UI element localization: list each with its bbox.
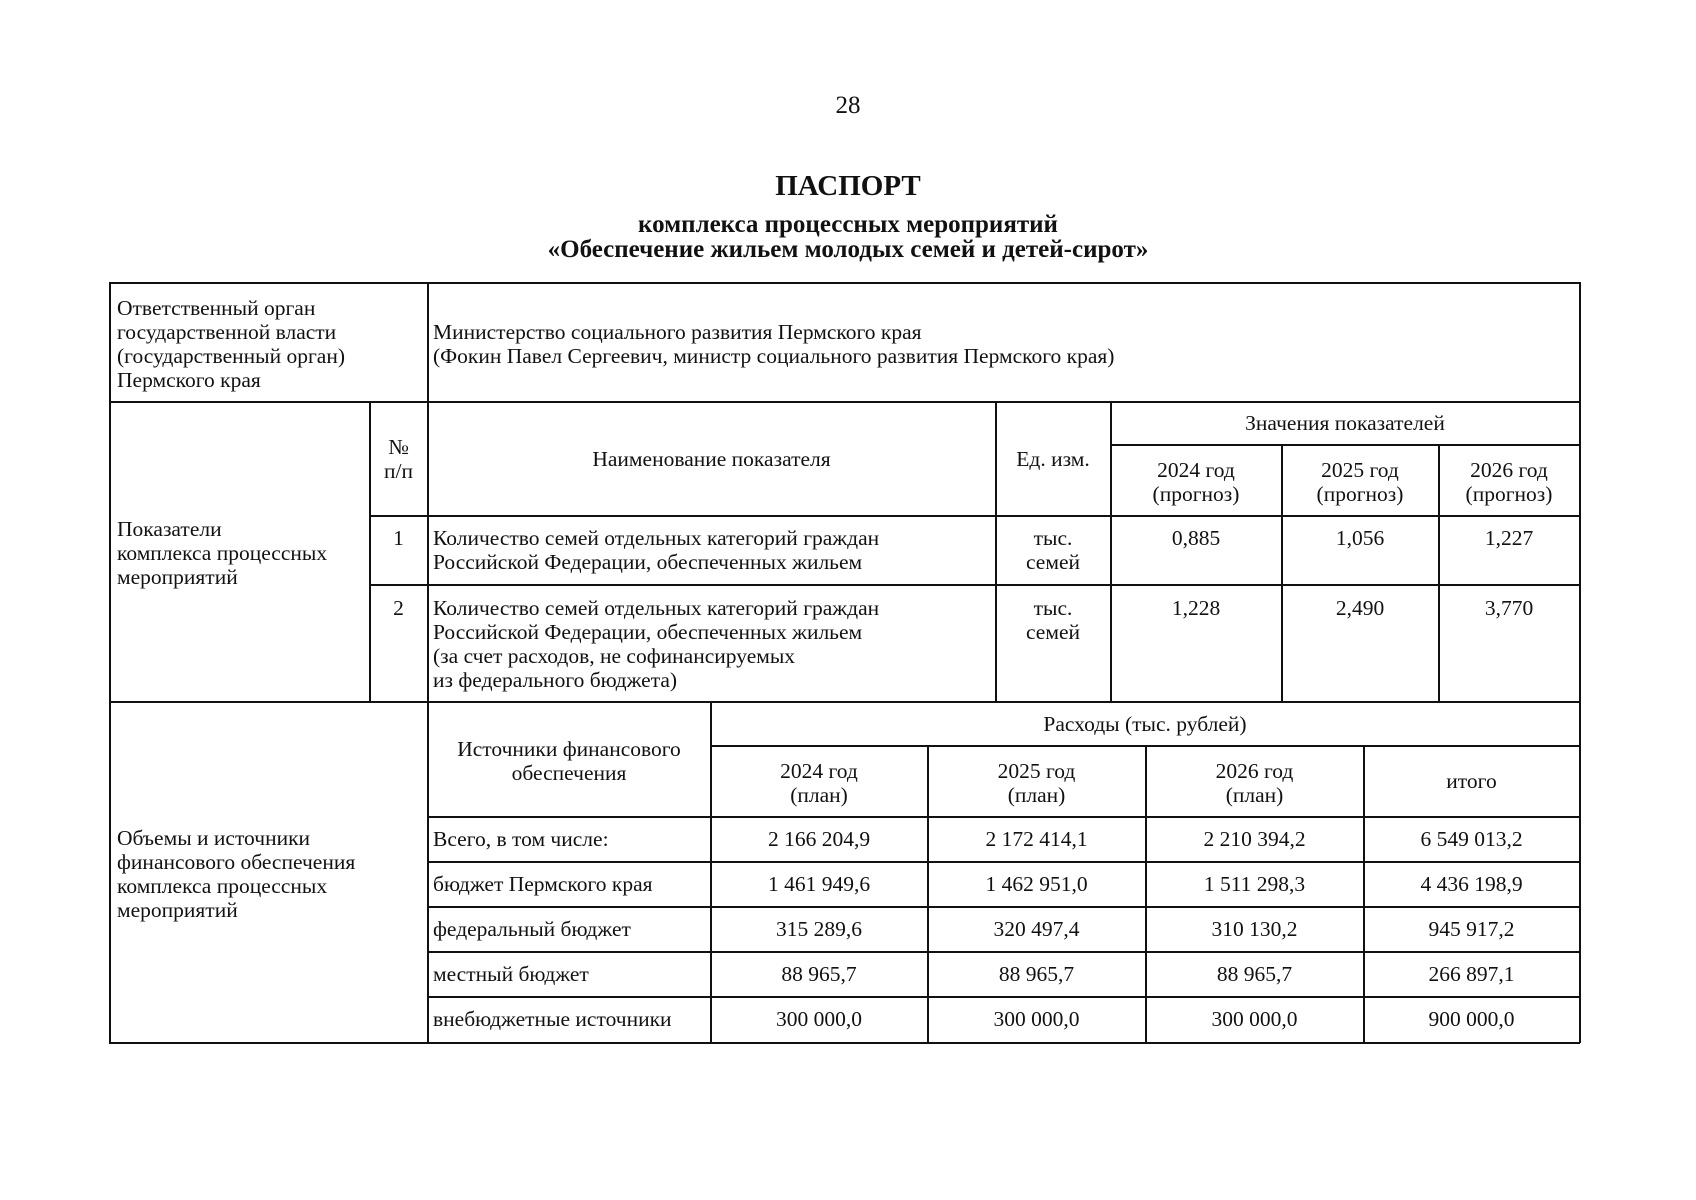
column-header-values-group: Значения показателей: [1245, 411, 1445, 435]
financing-value: 300 000,0: [776, 1007, 862, 1031]
indicator-value: 1,227: [1484, 526, 1534, 550]
indicator-value: 1,228: [1171, 596, 1221, 620]
table-border: [109, 1042, 1580, 1044]
column-header-indicator-name: Наименование показателя: [592, 447, 831, 471]
financing-value: 6 549 013,2: [1420, 827, 1523, 851]
column-header-unit: Ед. изм.: [1016, 447, 1090, 471]
financing-value: 900 000,0: [1428, 1007, 1515, 1031]
column-header-total: итого: [1446, 769, 1497, 793]
table-border: [369, 515, 1580, 517]
table-border: [1110, 401, 1112, 701]
financing-value: 1 461 949,6: [767, 872, 871, 896]
financing-value: 1 511 298,3: [1203, 872, 1306, 896]
table-border: [109, 282, 111, 1043]
column-header-year: 2026 год (прогноз): [1465, 458, 1553, 506]
financing-source: федеральный бюджет: [433, 917, 631, 941]
responsible-value: Министерство социального развития Пермского края (Фокин Павел Сергеевич, министр социального развития Пермского края): [433, 320, 1115, 368]
financing-label: Объемы и источники финансового обеспечения комплекса процессных мероприятий: [117, 826, 356, 922]
column-header-year: 2024 год (план): [780, 759, 858, 807]
table-border: [1579, 282, 1581, 1043]
indicator-row-name: Количество семей отдельных категорий граждан Российской Федерации, обеспеченных жильем (за счет расходов, не софинансируемых из федерального бюджета): [433, 596, 880, 692]
table-border: [427, 951, 1580, 953]
financing-value: 2 210 394,2: [1203, 827, 1306, 851]
financing-value: 310 130,2: [1211, 917, 1298, 941]
indicator-row-name: Количество семей отдельных категорий граждан Российской Федерации, обеспеченных жильем: [433, 526, 880, 574]
table-border: [1110, 444, 1580, 446]
column-header-expenses: Расходы (тыс. рублей): [1043, 712, 1247, 736]
table-border: [427, 282, 429, 1043]
financing-source: Всего, в том числе:: [433, 827, 609, 851]
indicator-value: 0,885: [1171, 526, 1221, 550]
financing-source: местный бюджет: [433, 962, 589, 986]
indicators-label: Показатели комплекса процессных мероприятий: [117, 517, 328, 589]
financing-value: 88 965,7: [1216, 962, 1293, 986]
responsible-label: Ответственный орган государственной власти (государственный орган) Пермского края: [117, 296, 345, 392]
subtitle-line: «Обеспечение жильем молодых семей и детей-сирот»: [547, 236, 1149, 263]
table-border: [369, 584, 1580, 586]
table-border: [109, 401, 1580, 403]
page-number: 28: [835, 92, 861, 119]
column-header-source: Источники финансового обеспечения: [457, 737, 681, 785]
financing-value: 88 965,7: [998, 962, 1075, 986]
table-border: [427, 906, 1580, 908]
document-title: ПАСПОРТ: [775, 170, 921, 202]
column-header-year: 2025 год (план): [997, 759, 1076, 807]
financing-value: 315 289,6: [776, 917, 862, 941]
financing-value: 1 462 951,0: [985, 872, 1088, 896]
financing-value: 300 000,0: [993, 1007, 1080, 1031]
financing-value: 945 917,2: [1428, 917, 1515, 941]
financing-value: 88 965,7: [781, 962, 857, 986]
subtitle-line: комплекса процессных мероприятий: [638, 211, 1058, 238]
table-border: [427, 996, 1580, 998]
financing-source: внебюджетные источники: [433, 1007, 672, 1031]
indicator-row-number: 2: [393, 596, 404, 620]
document-subtitle: [0, 212, 1696, 262]
indicator-value: 3,770: [1484, 596, 1534, 620]
financing-value: 320 497,4: [993, 917, 1080, 941]
financing-value: 300 000,0: [1211, 1007, 1298, 1031]
column-header-year: 2025 год (прогноз): [1316, 458, 1404, 506]
indicator-value: 2,490: [1335, 596, 1385, 620]
financing-value: 4 436 198,9: [1420, 872, 1523, 896]
table-border: [427, 816, 1580, 818]
table-border: [427, 861, 1580, 863]
financing-value: 2 172 414,1: [985, 827, 1088, 851]
indicator-row-number: 1: [393, 526, 404, 550]
indicator-value: 1,056: [1335, 526, 1385, 550]
table-border: [109, 282, 1580, 284]
table-border: [109, 701, 1580, 703]
column-header-year: 2024 год (прогноз): [1152, 458, 1240, 506]
table-border: [710, 745, 1580, 747]
column-header-number: № п/п: [384, 435, 413, 483]
financing-value: 266 897,1: [1428, 962, 1515, 986]
financing-source: бюджет Пермского края: [433, 872, 653, 896]
column-header-year: 2026 год (план): [1215, 759, 1294, 807]
financing-value: 2 166 204,9: [767, 827, 871, 851]
indicator-row-unit: тыс. семей: [1025, 596, 1080, 644]
indicator-row-unit: тыс. семей: [1025, 526, 1080, 574]
